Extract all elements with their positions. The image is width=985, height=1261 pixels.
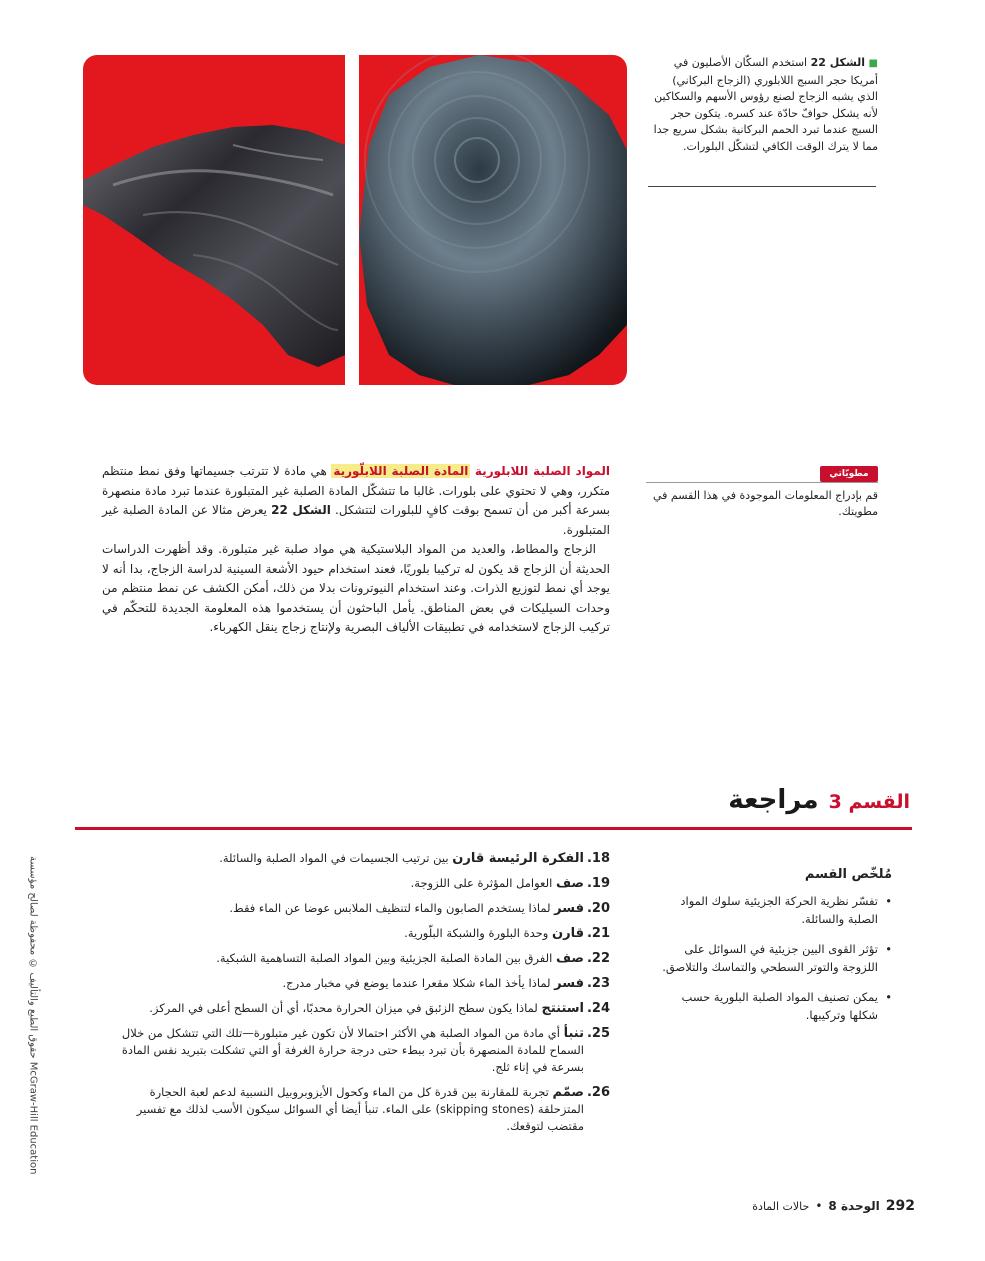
side-copyright: حقوق الطبع والتأليف © محفوظة لصالح مؤسسة McGraw-Hill Education (27, 855, 39, 1175)
footer-chapter: حالات المادة (752, 1200, 810, 1213)
figure-caption (648, 55, 878, 155)
question-item (110, 925, 610, 942)
review-section-label: القسم 3 (828, 791, 910, 813)
question-item (110, 875, 610, 892)
question-number: 23. (586, 976, 610, 991)
review-title: مراجعة (728, 785, 819, 815)
question-number: 24. (586, 1001, 610, 1016)
question-item (110, 1025, 610, 1076)
photo-divider (345, 55, 359, 385)
question-number: 25. (586, 1026, 610, 1041)
question-text: بين ترتيب الجسيمات في المواد الصلبة والسائلة. (219, 851, 449, 865)
question-item (110, 950, 610, 967)
question-text: لماذا يأخذ الماء شكلا مقعرا عندما يوضع في مخبار مدرج. (282, 976, 551, 990)
paragraph-amorphous (102, 462, 610, 540)
foldables-text: قم بإدراج المعلومات الموجودة في هذا القسم في مطويتك. (652, 489, 878, 518)
question-item (110, 975, 610, 992)
summary-item: • تؤثر القوى البين جزيئية في السوائل على اللزوجة والتوتر السطحي والتماسك والتلاصق. (660, 940, 878, 976)
review-questions (110, 850, 610, 1143)
section-review-header (75, 785, 910, 825)
question-verb: استنتج (541, 1001, 584, 1016)
paragraph-amorphous-text: هي مادة لا تترتب جسيماتها وفق نمط منتظم متكرر، وهي لا تحتوي على بلورات. غالبا ما تتشكّل المادة الصلبة غير المتبلورة عندما تبرد مادة منصهرة بسرعة أكبر من أن تسمح بوقت كافٍ للبلورات لتتشكل. (102, 464, 610, 517)
question-verb: فسر (554, 901, 584, 916)
question-verb: صف (555, 876, 584, 891)
question-verb: صمّم (552, 1085, 584, 1100)
caption-square-icon: ■ (868, 58, 878, 69)
question-number: 20. (586, 901, 610, 916)
page-footer (700, 1198, 915, 1218)
question-number: 26. (586, 1085, 610, 1100)
main-body-text (102, 462, 610, 638)
question-text: لماذا يكون سطح الزئبق في ميزان الحرارة محدبًا، أي أن السطح أعلى في المركز. (149, 1001, 538, 1015)
question-number: 19. (586, 876, 610, 891)
foldables-divider (646, 482, 878, 483)
question-text: تجربة للمقارنة بين قدرة كل من الماء وكحول الأيزوبروبيل النسبية لدعم لعبة الحجارة المتزحلقة (skipping stones) على الماء. تنبأ أيضا أي السوائل سيكون الأسب لذلك مع تفسير مقتضب لتوقعك. (136, 1085, 584, 1133)
question-text: الفرق بين المادة الصلبة الجزيئية وبين المواد الصلبة التساهمية الشبكية. (216, 951, 553, 965)
section-summary (660, 866, 892, 1036)
obsidian-arrowhead-photo (83, 55, 345, 385)
question-text: أي مادة من المواد الصلبة هي الأكثر احتمالا لأن تكون غير متبلورة—تلك التي تتشكل من خلال السماح للمادة المنصهرة بأن تبرد ببطء حتى درجة حرارة الغرفة أو التي تشكلت بتبريد نفس المادة بسرعة في إناء ثلج. (121, 1026, 584, 1074)
question-text: وحدة البلورة والشبكة البلّورية. (404, 926, 549, 940)
summary-title: مُلخّص القسم (804, 867, 892, 882)
term-amorphous-solid-highlight: المادة الصلبة اللابلّورية (333, 464, 469, 478)
question-number: 18. (586, 851, 610, 866)
question-text: لماذا يستخدم الصابون والماء لتنظيف الملابس عوضا عن الماء فقط. (229, 901, 551, 915)
question-item (110, 900, 610, 917)
page-number: 292 (885, 1198, 915, 1214)
footer-separator: • (815, 1199, 823, 1213)
caption-divider (648, 186, 876, 187)
figure-22-photo-panel (83, 55, 627, 385)
figure-caption-text: استخدم السكّان الأصليون في أمريكا حجر السبج اللابلوري (الزجاج البركاني) الذي يشبه الزجاج لصنع رؤوس الأسهم والسكاكين لأنه يشكل حوافّ حادّة عند كسره. يتكون حجر السبج عندما تبرد الحمم البركانية بشكل سريع جدا مما لا يترك الوقت الكافي لتشكّل البلورات. (653, 56, 878, 153)
footer-unit: الوحدة 8 (828, 1199, 880, 1213)
paragraph-glass: الزجاج والمطاط، والعديد من المواد البلاستيكية هي مواد صلبة غير متبلورة. وقد أظهرت الدراسات الحديثة أن الزجاج قد يكون له تركيبا بلوريًا، فعند استخدام حيود الأشعة السينية لدراسة الزجاج، بدا أنه لا يوجد أي نمط لتوزيع الذرات. وعند استخدام النيوترونات بدلا من ذلك، أمكن الكشف عن نمط منتظم من وحدات السيليكات في بعض المناطق. يأمل الباحثون أن يستخدموا هذه المعلومة الجديدة للتحكّم في تركيب الزجاج لاستخدامه في تطبيقات الألياف البصرية ولإنتاج زجاج ينقل الكهرباء. (102, 542, 610, 634)
term-amorphous-solids: المواد الصلبة اللابلورية (474, 464, 610, 478)
foldables-tag: مطويّاتي (820, 466, 878, 482)
question-item (110, 850, 610, 867)
question-number: 22. (586, 951, 610, 966)
question-item (110, 1000, 610, 1017)
question-verb: قارن (552, 926, 584, 941)
summary-list (660, 892, 892, 1024)
figure-label: الشكل 22 (810, 56, 866, 69)
question-verb: الفكرة الرئيسة قارن (452, 851, 584, 866)
question-verb: تنبأ (563, 1026, 584, 1041)
figure-reference: الشكل 22 (271, 503, 331, 517)
summary-item: • تفسّر نظرية الحركة الجزيئية سلوك المواد الصلبة والسائلة. (660, 892, 878, 928)
review-divider (75, 827, 912, 830)
question-item (110, 1084, 610, 1135)
question-number: 21. (586, 926, 610, 941)
obsidian-rock-photo (359, 55, 627, 385)
paragraph-amorphous-end: يعرض مثالا عن المادة الصلبة غير المتبلورة. (102, 503, 610, 537)
question-verb: صف (555, 951, 584, 966)
summary-item: • يمكن تصنيف المواد الصلبة البلورية حسب شكلها وتركيبها. (660, 988, 878, 1024)
question-verb: فسر (554, 976, 584, 991)
question-text: العوامل المؤثرة على اللزوجة. (410, 876, 553, 890)
